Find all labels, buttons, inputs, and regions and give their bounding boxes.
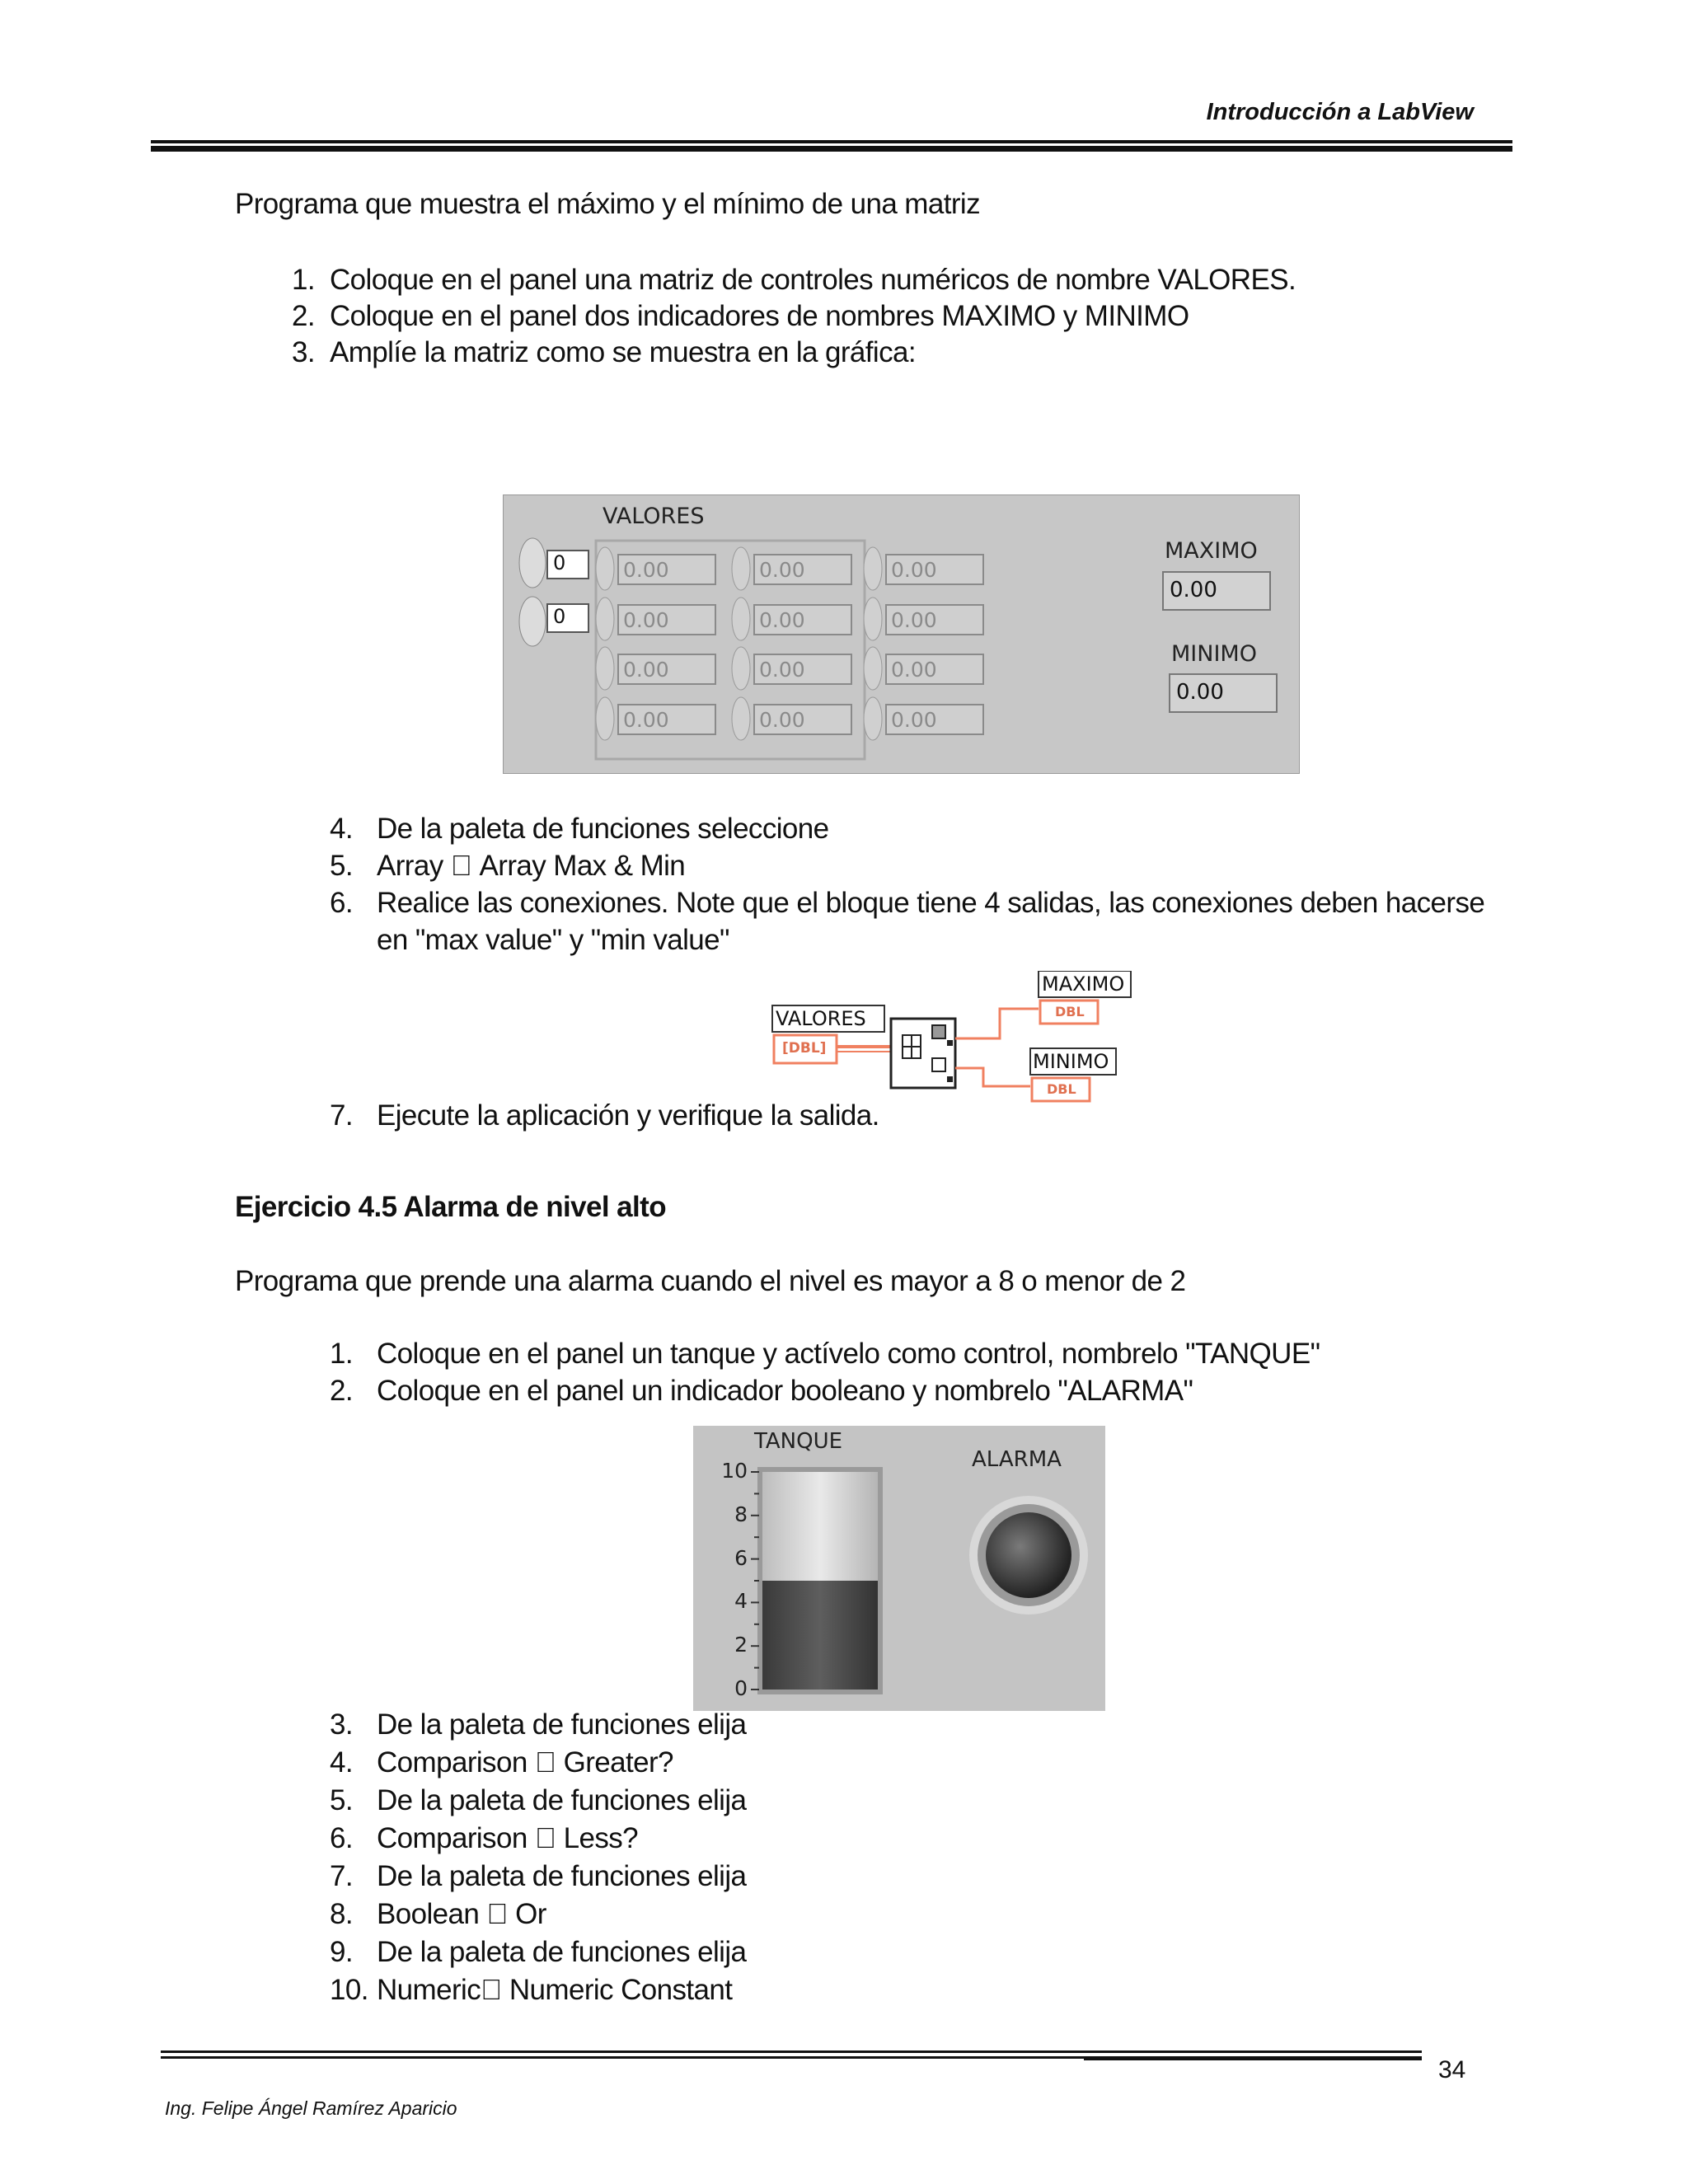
array-cell-value[interactable]: 0.00 xyxy=(623,558,669,582)
section-intro: Programa que muestra el máximo y el mínimo de una matriz xyxy=(235,188,980,220)
cell-stepper xyxy=(864,697,882,740)
index-field[interactable]: 0 xyxy=(553,551,566,574)
steps-list-2 xyxy=(330,810,1500,958)
array-cell-value[interactable]: 0.00 xyxy=(891,708,937,732)
list-item: 10. Numeric Numeric Constant xyxy=(330,1974,711,2006)
scale-label: 10 xyxy=(721,1459,748,1483)
minimo-indicator: 0.00 xyxy=(1176,680,1224,705)
array-cell-value[interactable]: 0.00 xyxy=(891,608,937,632)
list-item: 2. Coloque en el panel dos indicadores de nombres MAXIMO y MINIMO xyxy=(292,300,1189,332)
list-item: 4. De la paleta de funciones seleccione xyxy=(330,813,829,845)
cell-stepper xyxy=(732,547,750,590)
cell-stepper xyxy=(596,647,614,690)
maximo-terminal-type: DBL xyxy=(1055,1004,1085,1019)
tank-panel-figure xyxy=(693,1426,1105,1711)
scale-label: 4 xyxy=(734,1589,748,1614)
array-cell-value[interactable]: 0.00 xyxy=(623,708,669,732)
array-cell-value[interactable]: 0.00 xyxy=(623,608,669,632)
scale-label: 8 xyxy=(734,1502,748,1526)
list-item: 7. Ejecute la aplicación y verifique la salida. xyxy=(330,1099,879,1132)
list-item: 7. De la paleta de funciones elija xyxy=(330,1860,747,1892)
tank-liquid xyxy=(762,1581,878,1690)
steps-list-3 xyxy=(330,1099,879,1132)
array-cell-value[interactable]: 0.00 xyxy=(623,658,669,682)
list-item: 5. De la paleta de funciones elija xyxy=(330,1784,747,1816)
list-item: 6. Realice las conexiones. Note que el bloque tiene 4 salidas, las conexiones deben hacerse en "max value" y "min value" xyxy=(330,887,1485,956)
cell-stepper xyxy=(596,547,614,590)
block-diagram-figure xyxy=(771,971,1142,1111)
steps-list-1 xyxy=(282,262,1296,371)
cell-stepper xyxy=(732,697,750,740)
steps-list-4 xyxy=(330,1335,1320,1409)
header-title: Introducción a LabView xyxy=(1206,99,1474,125)
header-rule xyxy=(151,140,1512,152)
page-number: 34 xyxy=(1438,2056,1466,2083)
cell-stepper xyxy=(864,547,882,590)
cell-stepper xyxy=(864,598,882,640)
list-item: 2. Coloque en el panel un indicador booleano y nombrelo "ALARMA" xyxy=(330,1375,1193,1407)
scale-label: 0 xyxy=(734,1676,748,1700)
minimo-label: MINIMO xyxy=(1171,641,1257,667)
alarm-led xyxy=(986,1512,1071,1598)
maximo-terminal-label: MAXIMO xyxy=(1042,972,1125,996)
list-item: 3. De la paleta de funciones elija xyxy=(330,1708,747,1741)
maximo-label: MAXIMO xyxy=(1165,538,1258,564)
list-item: 5. Array Array Max & Min xyxy=(330,850,655,882)
array-cell-value[interactable]: 0.00 xyxy=(891,558,937,582)
list-item: 1. Coloque en el panel una matriz de controles numéricos de nombre VALORES. xyxy=(292,264,1296,296)
steps-list-5 xyxy=(330,1706,746,2009)
list-item: 8. Boolean Or xyxy=(330,1898,518,1930)
maximo-indicator: 0.00 xyxy=(1170,578,1217,602)
alarm-label: ALARMA xyxy=(972,1447,1062,1472)
index-field[interactable]: 0 xyxy=(553,605,566,628)
footer-author: Ing. Felipe Ángel Ramírez Aparicio xyxy=(165,2097,457,2119)
footer-rule xyxy=(161,2050,1422,2062)
list-item: 4. Comparison Greater? xyxy=(330,1746,645,1779)
list-item: 1. Coloque en el panel un tanque y actívelo como control, nombrelo "TANQUE" xyxy=(330,1338,1320,1370)
list-item: 6. Comparison Less? xyxy=(330,1822,610,1854)
tank-label: TANQUE xyxy=(754,1429,843,1454)
cell-stepper xyxy=(596,697,614,740)
minimo-terminal-type: DBL xyxy=(1047,1081,1076,1097)
array-cell-value[interactable]: 0.00 xyxy=(759,558,805,582)
scale-label: 6 xyxy=(734,1545,748,1570)
cell-stepper xyxy=(732,647,750,690)
array-label: VALORES xyxy=(603,504,705,529)
list-item: 9. De la paleta de funciones elija xyxy=(330,1936,747,1968)
array-cell-value[interactable]: 0.00 xyxy=(759,658,805,682)
cell-stepper xyxy=(596,598,614,640)
cell-stepper xyxy=(864,647,882,690)
minimo-terminal-label: MINIMO xyxy=(1033,1050,1109,1073)
index-stepper xyxy=(519,538,546,646)
array-cell-value[interactable]: 0.00 xyxy=(759,608,805,632)
front-panel-figure xyxy=(503,494,1300,774)
scale-label: 2 xyxy=(734,1633,748,1657)
valores-terminal-label: VALORES xyxy=(776,1007,866,1030)
valores-terminal-type: [DBL] xyxy=(782,1040,827,1057)
exercise-heading: Ejercicio 4.5 Alarma de nivel alto xyxy=(235,1191,666,1223)
cell-stepper xyxy=(732,598,750,640)
array-cell-value[interactable]: 0.00 xyxy=(891,658,937,682)
list-item: 3. Amplíe la matriz como se muestra en la gráfica: xyxy=(292,336,916,368)
array-cell-value[interactable]: 0.00 xyxy=(759,708,805,732)
section-intro: Programa que prende una alarma cuando el nivel es mayor a 8 o menor de 2 xyxy=(235,1265,1186,1297)
